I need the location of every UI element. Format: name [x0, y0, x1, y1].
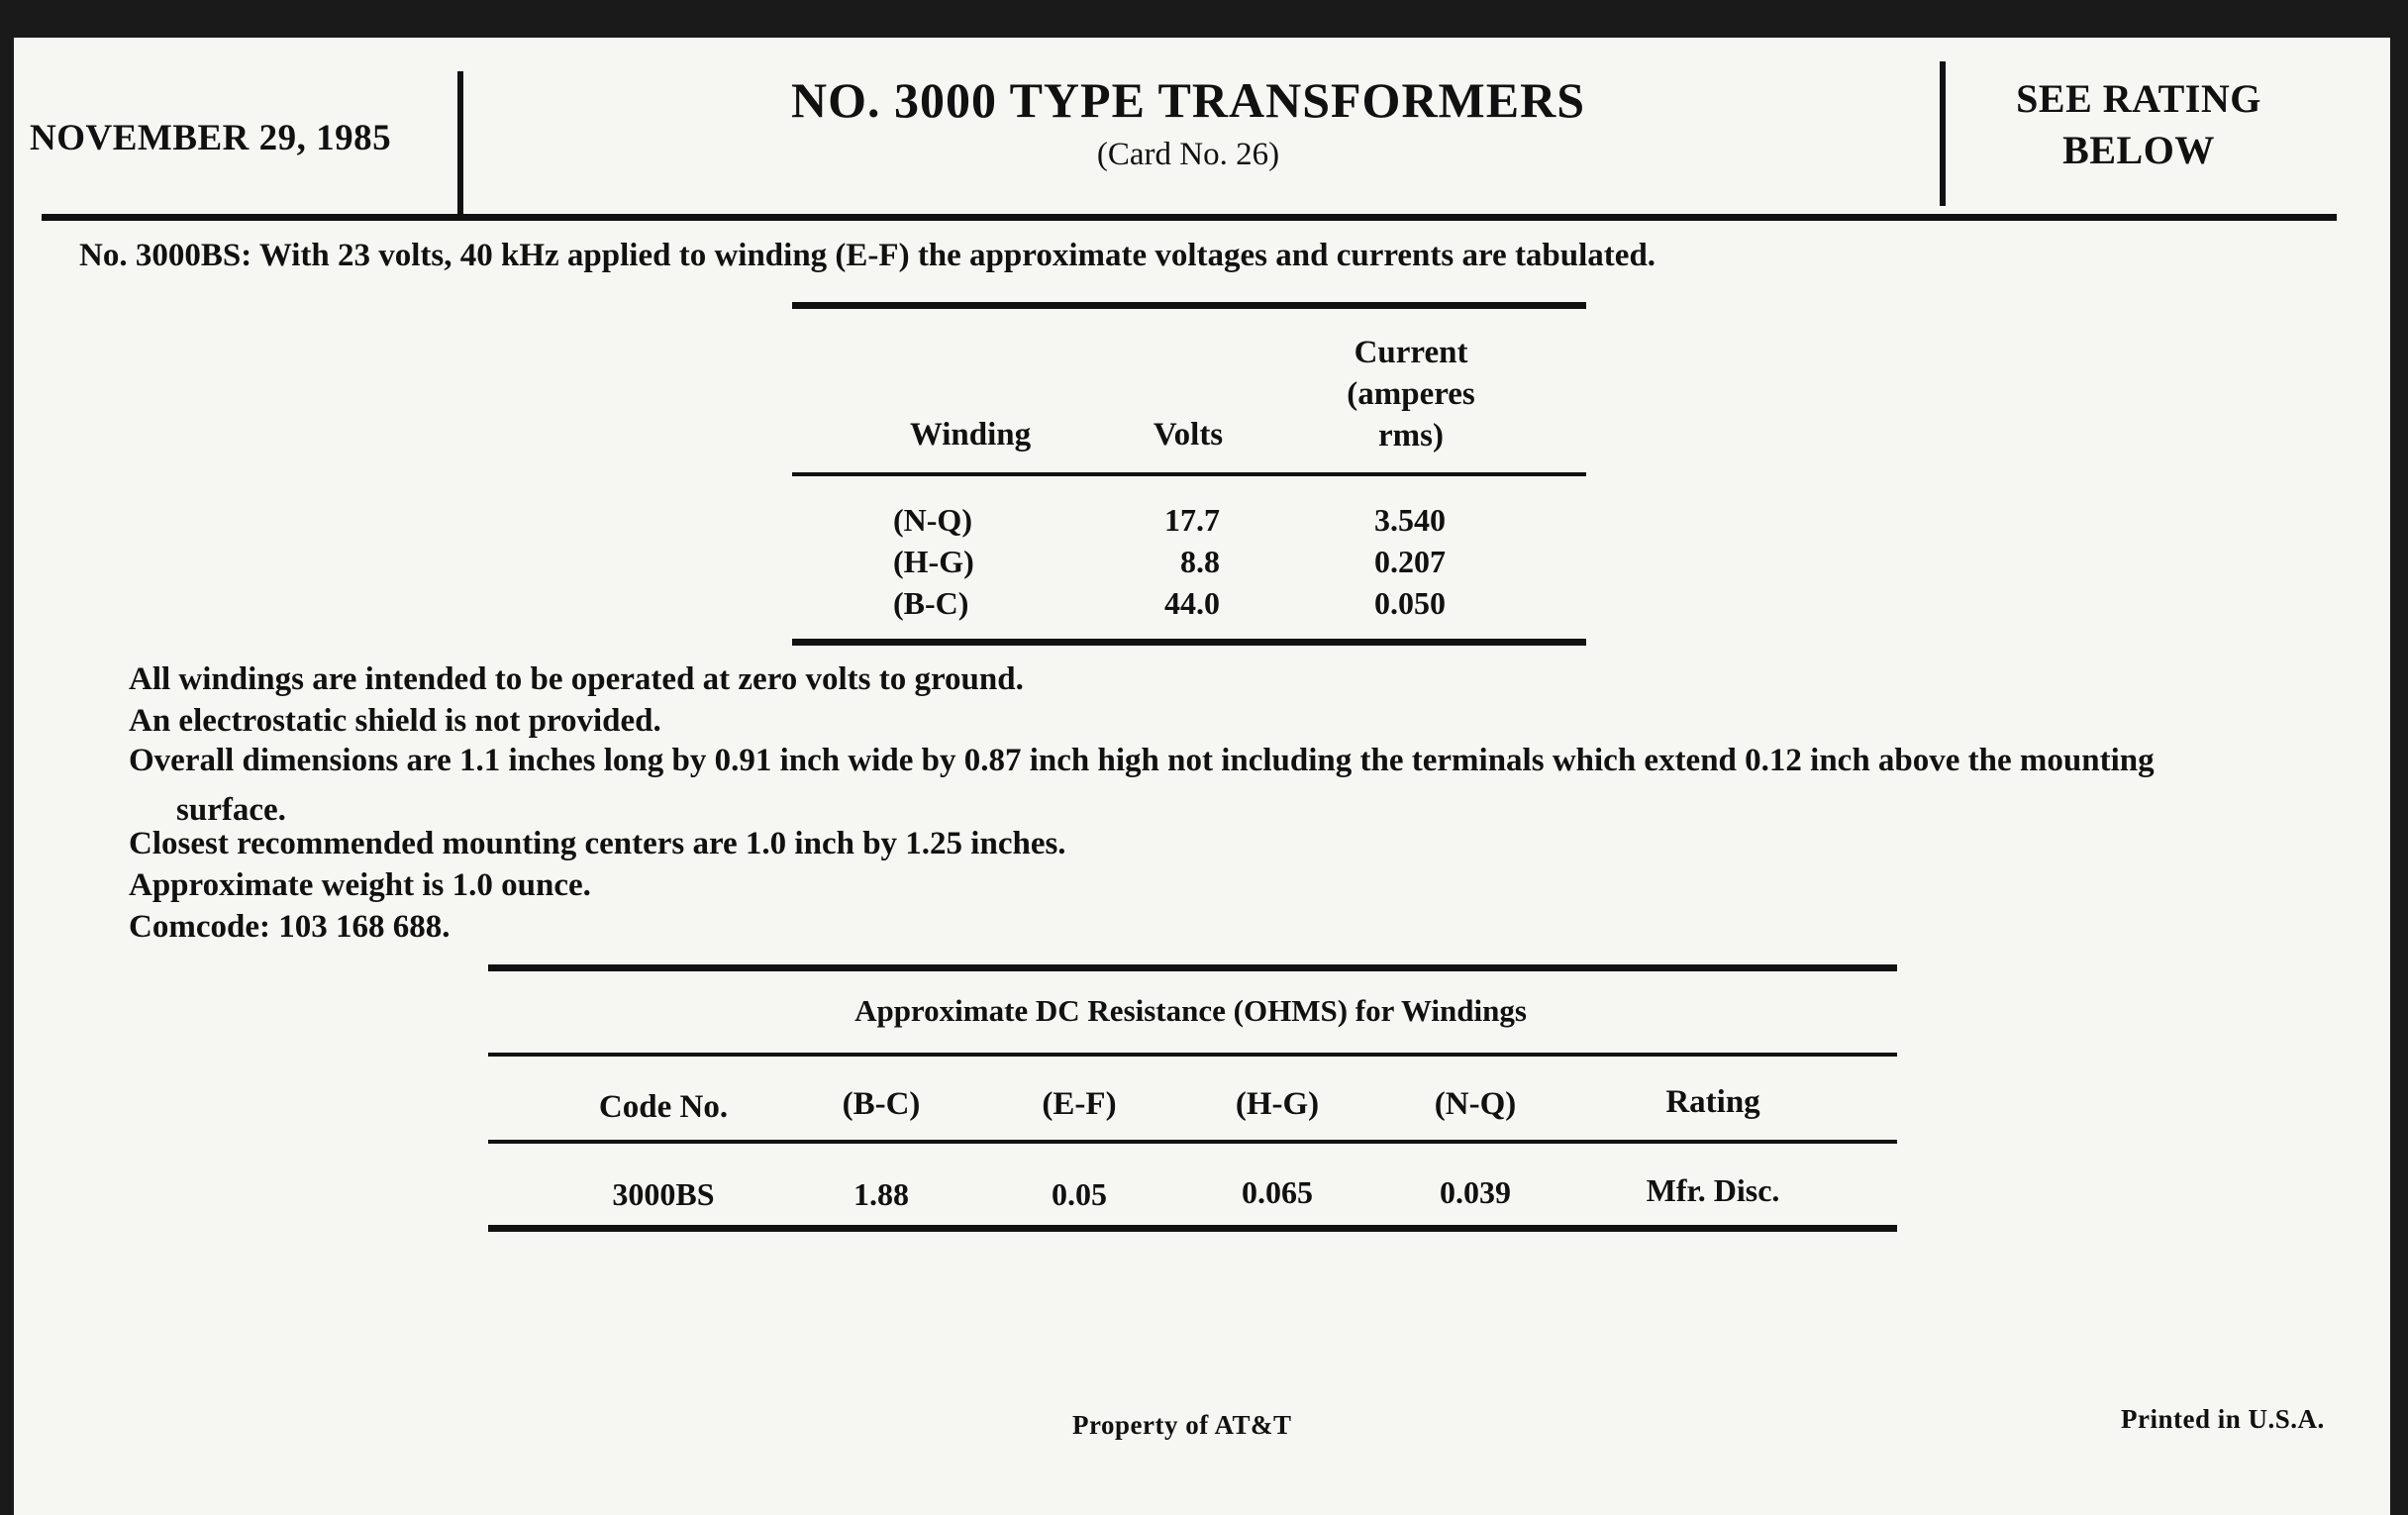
note-dimensions-line1: Overall dimensions are 1.1 inches long by 0.91 inch wide by 0.87 inch high not including the terminals which extend 0.12 inch above the mounting	[129, 743, 2155, 778]
voltage-row-3-volts: 44.0	[1164, 585, 1220, 621]
footer-property: Property of AT&T	[1072, 1410, 1292, 1440]
resistance-header-rating: Rating	[1665, 1084, 1760, 1120]
resistance-title-rule	[488, 1053, 1897, 1057]
resistance-header-rule	[488, 1140, 1897, 1144]
voltage-row-3-winding: (B-C)	[893, 585, 969, 621]
voltage-table-header-rule	[792, 472, 1586, 476]
resistance-table-title: Approximate DC Resistance (OHMS) for Windings	[854, 993, 1527, 1028]
voltage-row-1-winding: (N-Q)	[893, 502, 972, 538]
voltage-row-1-current: 3.540	[1374, 502, 1446, 538]
voltage-header-current-line2: (amperes	[1347, 376, 1475, 412]
voltage-header-current	[1307, 332, 1515, 456]
note-ground: All windings are intended to be operated at zero volts to ground.	[129, 661, 1024, 697]
voltage-header-current-line1: Current	[1354, 335, 1468, 370]
voltage-row-3-current: 0.050	[1374, 585, 1446, 621]
voltage-header-volts: Volts	[1153, 417, 1224, 453]
resistance-cell-rating: Mfr. Disc.	[1646, 1172, 1780, 1208]
note-comcode: Comcode: 103 168 688.	[129, 909, 451, 945]
resistance-cell-hg: 0.065	[1242, 1174, 1313, 1210]
resistance-cell-code: 3000BS	[612, 1176, 715, 1212]
resistance-cell-nq: 0.039	[1440, 1174, 1511, 1210]
header-rating-line2: BELOW	[2062, 128, 2215, 172]
header-card-number: (Card No. 26)	[1096, 137, 1280, 172]
header-rating-note	[1941, 73, 2337, 176]
resistance-table-bottom-rule	[488, 1225, 1897, 1232]
note-weight: Approximate weight is 1.0 ounce.	[129, 867, 591, 903]
header-rating-line1: SEE RATING	[2016, 76, 2261, 121]
resistance-header-nq: (N-Q)	[1434, 1086, 1517, 1122]
voltage-header-winding: Winding	[909, 417, 1032, 453]
intro-text: No. 3000BS: With 23 volts, 40 kHz applied to winding (E-F) the approximate voltages and currents are tabulated.	[79, 238, 1656, 273]
resistance-header-hg: (H-G)	[1235, 1086, 1320, 1122]
note-mounting: Closest recommended mounting centers are 1.0 inch by 1.25 inches.	[129, 826, 1066, 861]
resistance-cell-bc: 1.88	[853, 1176, 909, 1212]
resistance-header-ef: (E-F)	[1042, 1086, 1117, 1122]
resistance-header-code: Code No.	[598, 1089, 729, 1125]
voltage-row-2-winding: (H-G)	[893, 544, 974, 579]
voltage-row-1-volts: 17.7	[1164, 502, 1220, 538]
note-dimensions	[129, 736, 2357, 835]
header-title: NO. 3000 TYPE TRANSFORMERS	[790, 72, 1586, 128]
resistance-table-top-rule	[488, 964, 1897, 971]
header-divider-left	[457, 71, 463, 216]
voltage-row-2-current: 0.207	[1374, 544, 1446, 579]
resistance-cell-ef: 0.05	[1052, 1176, 1107, 1212]
voltage-header-current-line3: rms)	[1378, 418, 1444, 454]
header-rule	[42, 214, 2337, 221]
footer-printed: Printed in U.S.A.	[2121, 1404, 2325, 1434]
voltage-table-bottom-rule	[792, 639, 1586, 646]
note-shield: An electrostatic shield is not provided.	[129, 703, 661, 739]
voltage-table-top-rule	[792, 302, 1586, 309]
voltage-row-2-volts: 8.8	[1180, 544, 1220, 579]
resistance-header-bc: (B-C)	[842, 1086, 921, 1122]
note-dimensions-line2: surface.	[176, 792, 286, 828]
header-date: NOVEMBER 29, 1985	[30, 118, 392, 158]
